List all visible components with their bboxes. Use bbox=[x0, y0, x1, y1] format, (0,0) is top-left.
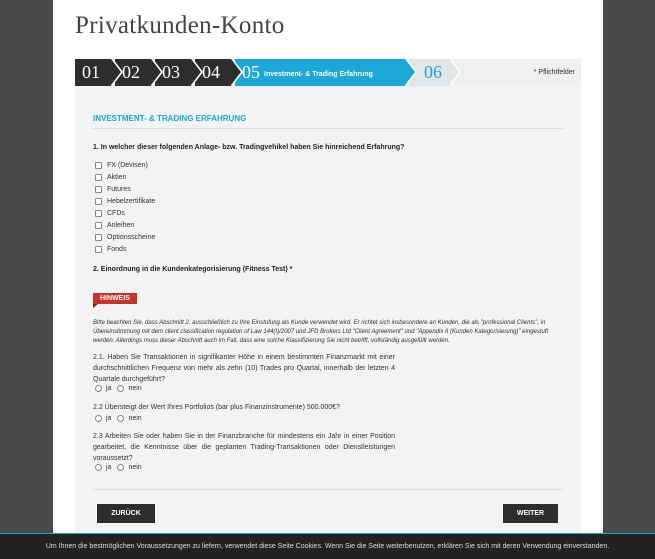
checkbox-futures[interactable]: Futures bbox=[95, 186, 131, 193]
question-2-2: 2.2 Übersteigt der Wert Ihres Portfolios (bar plus Finanzinstrumente) 500.000€? bbox=[93, 404, 340, 411]
radio-nein-2-2[interactable] bbox=[117, 415, 124, 422]
hinweis-badge: HINWEIS bbox=[93, 293, 137, 304]
checkbox-icon[interactable] bbox=[95, 162, 102, 169]
question-2-1: 2.1. Haben Sie Transaktionen in signifikanter Höhe in einem bestimmten Finanzmarkt mit einer durchschnittlichen Frequenz von mehr als zehn (10) Trades pro Quartal, innerhalb der letzten 4 Quartale durchgeführt? bbox=[93, 354, 395, 383]
checkbox-icon[interactable] bbox=[95, 222, 102, 229]
question-2: 2. Einordnung in die Kundenkategorisierung (Fitness Test) * bbox=[93, 266, 293, 273]
checkbox-cfds[interactable]: CFDs bbox=[95, 210, 125, 217]
section-title: INVESTMENT- & TRADING ERFAHRUNG bbox=[93, 114, 247, 123]
checkbox-icon[interactable] bbox=[95, 210, 102, 217]
cookie-text: Um Ihnen die bestmöglichen Voraussetzungen zu liefern, verwendet diese Seite Cookies. Wenn Sie die Seite weiterbenutzen, erklären Sie sich mit deren Verwendung einverstanden. bbox=[45, 543, 610, 550]
checkbox-anleihen[interactable]: Anleihen bbox=[95, 222, 134, 229]
checkbox-optionsscheine[interactable]: Optionsscheine bbox=[95, 234, 155, 241]
page-title: Privatkunden-Konto bbox=[75, 12, 285, 39]
checkbox-hebelzertifikate[interactable]: Hebelzertifikate bbox=[95, 198, 155, 205]
checkbox-icon[interactable] bbox=[95, 246, 102, 253]
radio-group-2-3: ja nein bbox=[95, 464, 148, 471]
page-container bbox=[53, 0, 603, 559]
question-2-3: 2.3 Arbeiten Sie oder haben Sie in der Finanzbranche für mindestens ein Jahr in einer Position gearbeitet, die Kenntnisse über die geplanten Trading-Transaktionen oder Dienstleistungen voraussetzt? bbox=[93, 433, 395, 462]
radio-ja-2-1[interactable] bbox=[95, 385, 102, 392]
cookie-bar bbox=[0, 534, 655, 559]
step-03[interactable]: 03 bbox=[155, 59, 191, 86]
back-button[interactable]: ZURÜCK bbox=[97, 504, 155, 523]
question-1: 1. In welcher dieser folgenden Anlage- bzw. Tradingvehikel haben Sie hinreichend Erfahrung? bbox=[93, 144, 405, 151]
next-button[interactable]: WEITER bbox=[503, 504, 558, 523]
step-02[interactable]: 02 bbox=[115, 59, 151, 86]
radio-group-2-2: ja nein bbox=[95, 415, 148, 422]
checkbox-fonds[interactable]: Fonds bbox=[95, 246, 126, 253]
hinweis-note: Bitte beachten Sie, dass Abschnitt 2. ausschließlich zu Ihre Einstufung als Kunde verwendet wird. Er richtet sich insbesondere an Kunden, die als "professional Clients", in Übereinstimmung mit dem client classification regulation of Law 144(I)/2007 und JFD Brokers Ltd "Client Agreement" und "Appendix II (Kunden Kategorisierung)" eingestuft werden. Allerdings muss dieser Abschnitt auch im Fall, dass eine solche Klassifizierung Sie nicht betrifft, vollständig ausgefüllt werden. bbox=[93, 320, 549, 344]
step-01[interactable]: 01 bbox=[75, 59, 111, 86]
step-04[interactable]: 04 bbox=[195, 59, 231, 86]
checkbox-icon[interactable] bbox=[95, 174, 102, 181]
divider bbox=[93, 128, 563, 129]
checkbox-aktien[interactable]: Aktien bbox=[95, 174, 126, 181]
radio-nein-2-1[interactable] bbox=[117, 385, 124, 392]
hinweis-badge-tail bbox=[93, 304, 98, 308]
step-06[interactable]: 06 bbox=[409, 59, 449, 86]
divider bbox=[93, 489, 563, 490]
radio-ja-2-2[interactable] bbox=[95, 415, 102, 422]
step-05-active[interactable]: 05 Investment- & Trading Erfahrung bbox=[235, 59, 405, 86]
radio-ja-2-3[interactable] bbox=[95, 464, 102, 471]
form-panel bbox=[75, 86, 581, 534]
required-fields-note: * Pflichtfelder bbox=[533, 69, 575, 76]
step-progress bbox=[75, 59, 581, 86]
checkbox-icon[interactable] bbox=[95, 198, 102, 205]
checkbox-fx[interactable]: FX (Devisen) bbox=[95, 162, 148, 169]
checkbox-icon[interactable] bbox=[95, 234, 102, 241]
radio-nein-2-3[interactable] bbox=[117, 464, 124, 471]
radio-group-2-1: ja nein bbox=[95, 385, 148, 392]
checkbox-icon[interactable] bbox=[95, 186, 102, 193]
